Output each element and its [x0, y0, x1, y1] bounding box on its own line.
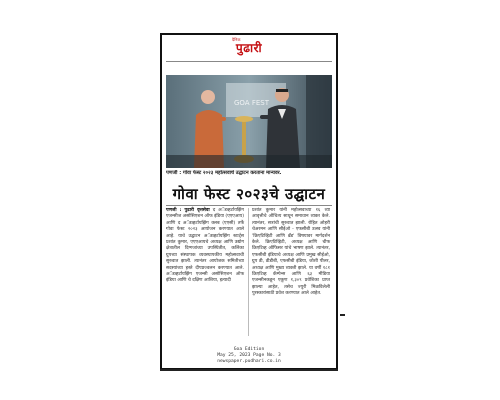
website-label: newspaper.pudhari.co.in: [217, 359, 281, 364]
frame-side-mark: [340, 314, 345, 316]
masthead-tagline: दैनिक: [232, 37, 241, 42]
date-page-label: May 25, 2023 Page No. 3: [217, 353, 281, 358]
newspaper-logo: पुढारी: [235, 41, 263, 55]
article-column-right: [252, 208, 330, 298]
article-text-right: प्रशांत कुमार यांनी महोत्सवाच्या १६ व्या आवृत्तीचे औचित्य साधून समाधान व्यक्त केले. त्यानंतर, सत्रांची सुरुवात झाली. रोहित ओहरी चेअरमन आणि सीईओ - एफसीबी उत्स्व यांनी 'क्रिएटिव्हिटी आणि ब्रँड' विषयावर मार्गदर्शन केले. क्रिएटिव्हिटी, अध्यक्ष आणि चीफ क्रिएटिव्ह ऑफिसर यांचे भाषण झाले. त्यानंतर, एफसीबी इंडियाचे अध्यक्ष आणि प्रमुख सीईओ, ग्रुप डी, डीडीबी, एफसीबी इंडिया, जोशी पीलर, अध्यक्ष आणि मुख्य व्यक्ती झाले. या वर्षी १८१ क्रिएटिव्ह कॅम्पेन्स आणि ६३ मीडिया एजन्सीनकडून एकूण १,३०९ प्रवेशिका प्राप्त झाल्या आहेत, तसेच ज्युरी मिळविलेली पुरस्कारांसाठी प्रवेश करण्यात आले आहेत.: [252, 208, 330, 297]
photo-caption: पणजी : गोवा फेस्ट २०२३ महोत्सवाचे उद्घाटन करताना मान्यवर.: [166, 170, 282, 176]
article-headline: गोवा फेस्ट २०२३चे उद्घाटन: [172, 185, 326, 203]
masthead: [162, 37, 336, 59]
headline-rule: [166, 205, 332, 206]
newspaper-clipping: [160, 33, 338, 370]
frame-bottom-shadow: [160, 369, 338, 371]
masthead-rule: [166, 61, 332, 62]
article-body: [166, 208, 332, 338]
column-divider: [248, 208, 249, 336]
article-dateline: पणजी : पुढारी वृत्तसेवा: [166, 208, 213, 213]
stage-banner: GOA FEST: [234, 99, 269, 107]
article-column-left: [166, 208, 244, 285]
article-text-left: द अॅडव्हर्टायझिंग एजन्सीज असोसिएशन ऑफ इंडिया (एएएआय) आणि द अॅडव्हर्टायझिंग क्लब (एएसी) तर्फे गोवा फेस्ट २०२३ आयोजन करण्यात आले आहे. याचे उद्घाटन अॅडव्हर्टायझिंग स्टार्ट्स प्रशांत कुमार, एएएआयचे अध्यक्ष आणि उद्योग क्षेत्रातील दिग्गजांच्या उपस्थितीत, कलिंका ग्रुपच्या संस्थापक व्यवस्थापकीय महोत्सवाची सुरुवात झाली. त्यानंतर आयोजक समितीच्या सदस्यांच्या हस्ते दीपप्रज्वलन करण्यात आले. अॅडव्हर्टायझिंग एजन्सी असोसिएशन ऑफ इंडिया आणि चे दक्षिण आशिया, इत्यादी: [166, 208, 244, 284]
clipping-footer: [162, 347, 336, 365]
edition-label: Goa Edition: [233, 347, 265, 352]
article-photo: [166, 75, 332, 168]
